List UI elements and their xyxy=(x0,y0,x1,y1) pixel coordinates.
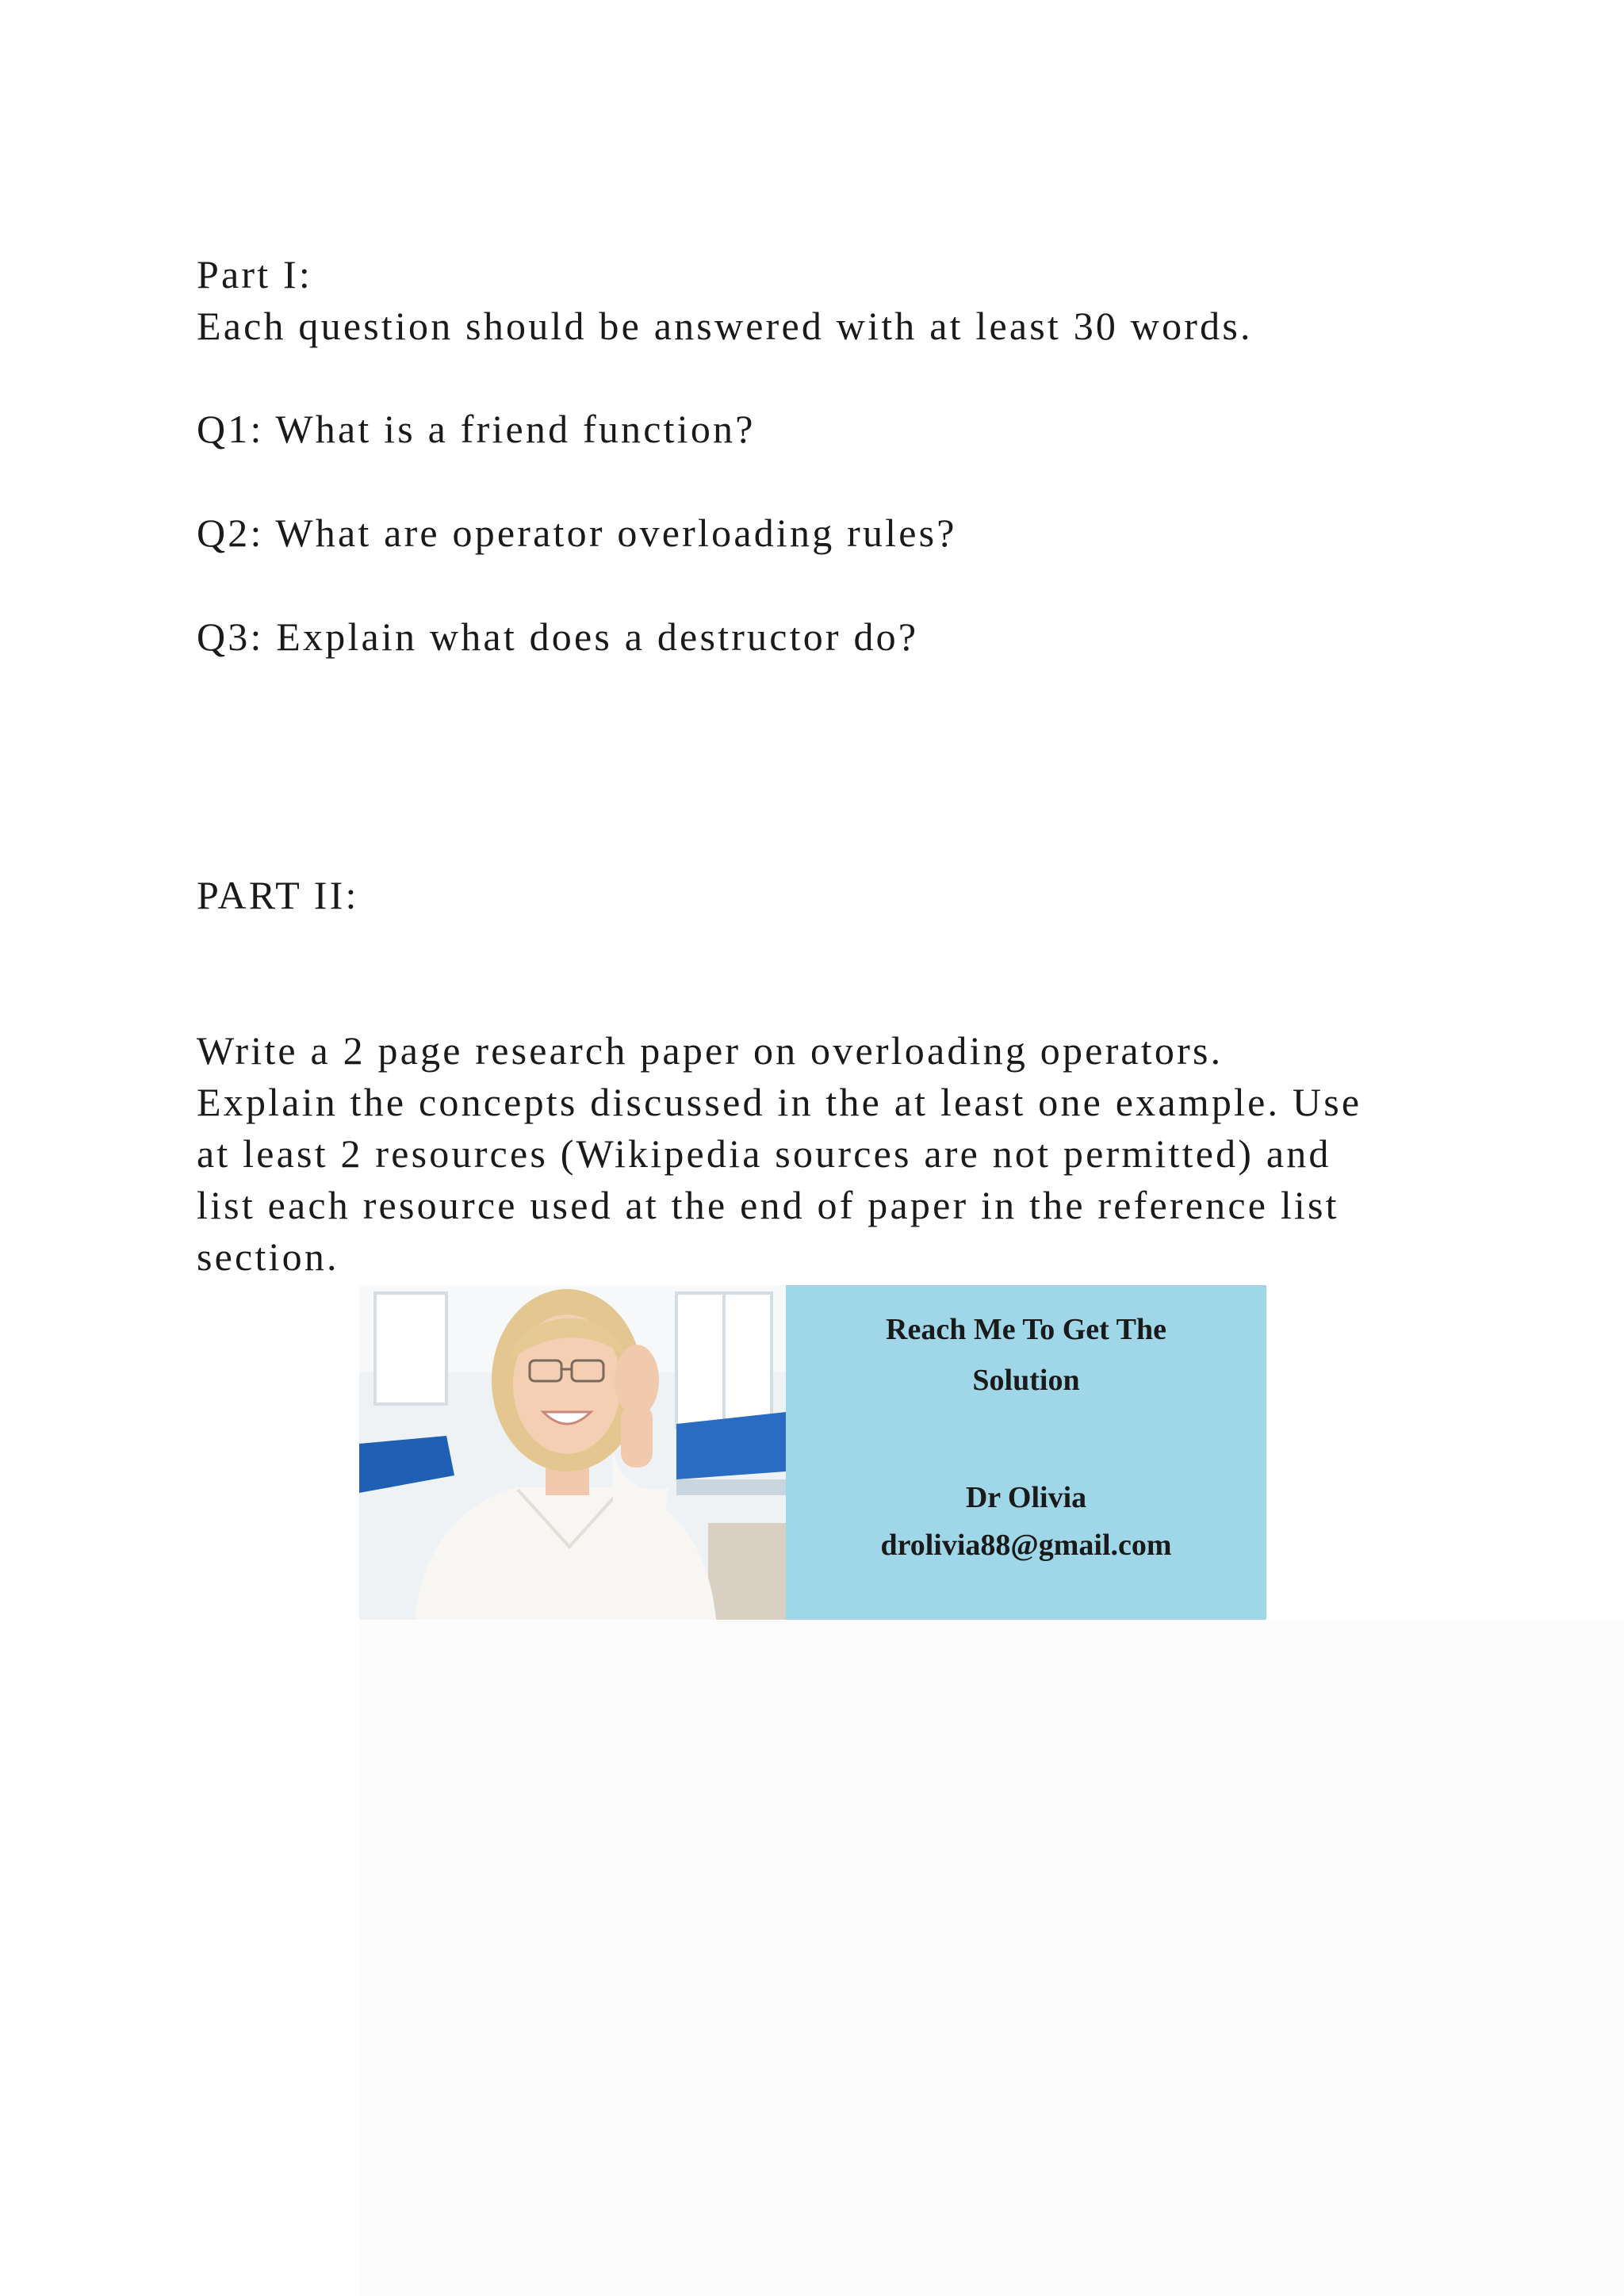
part2-text-line: Write a 2 page research paper on overloading operators. xyxy=(197,1028,1224,1073)
question-3: Q3: Explain what does a destructor do? xyxy=(197,614,919,659)
promo-email[interactable]: drolivia88@gmail.com xyxy=(880,1529,1172,1562)
woman-photo xyxy=(359,1285,786,1620)
part1-heading: Part I: xyxy=(197,252,312,297)
question-1: Q1: What is a friend function? xyxy=(197,407,756,451)
part2-text-line: section. xyxy=(197,1234,339,1279)
promo-name: Dr Olivia xyxy=(965,1481,1087,1514)
part2-heading: PART II: xyxy=(197,873,359,917)
promo-banner xyxy=(359,1285,1266,1620)
question-2: Q2: What are operator overloading rules? xyxy=(197,511,957,555)
part2-text-line: at least 2 resources (Wikipedia sources are not permitted) and xyxy=(197,1131,1331,1176)
part1-instruction: Each question should be answered with at least 30 words. xyxy=(197,304,1253,348)
part2-text-line: Explain the concepts discussed in the at least one example. Use xyxy=(197,1080,1362,1124)
promo-headline-line1: Reach Me To Get The xyxy=(886,1313,1166,1346)
contact-panel xyxy=(786,1285,1266,1620)
part2-text-line: list each resource used at the end of paper in the reference list xyxy=(197,1183,1339,1227)
promo-headline-line2: Solution xyxy=(972,1364,1080,1397)
page-background-shade xyxy=(359,1619,1624,2296)
